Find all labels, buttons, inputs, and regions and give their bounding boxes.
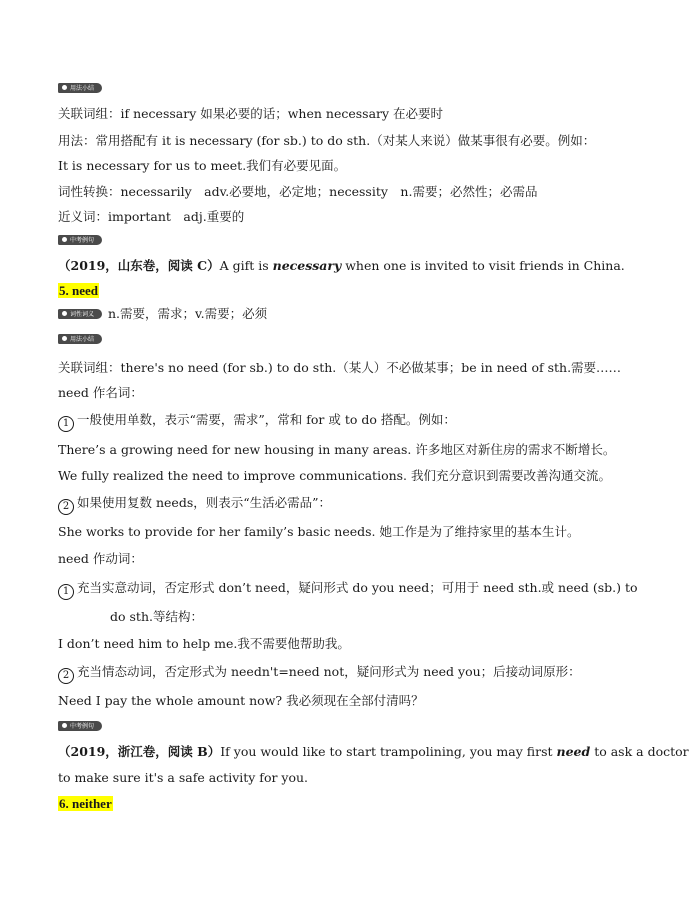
exam-source: （2019，浙江卷，阅读 B） bbox=[58, 744, 221, 759]
badge-label: 词性词义 bbox=[58, 309, 102, 319]
necessary-conversion: 词性转换：necessarily adv.必要地，必定地；necessity n.需要；必然性；必需品 bbox=[58, 184, 538, 199]
exam-text-pre: If you would like to start trampolining, you may first bbox=[220, 744, 557, 759]
item-text: 充当实意动词，否定形式 don’t need，疑问形式 do you need；可用于 need sth.或 need (sb.) to bbox=[77, 580, 638, 595]
need-exam-sentence bbox=[58, 744, 689, 760]
item-text: 一般使用单数，表示“需要，需求”，常和 for 或 to do 搭配。例如： bbox=[77, 412, 456, 427]
badge-usage-summary bbox=[58, 82, 102, 93]
need-noun-item-1 bbox=[58, 412, 456, 432]
need-noun-title: need 作名词： bbox=[58, 385, 143, 400]
need-verb-item-1-cont: do sth.等结构： bbox=[110, 609, 203, 624]
circled-number: 2 bbox=[58, 499, 74, 515]
need-verb-item-2 bbox=[58, 664, 581, 684]
badge-usage-summary-2 bbox=[58, 333, 102, 344]
circled-number: 2 bbox=[58, 668, 74, 684]
heading-neither-label: 6. neither bbox=[59, 796, 112, 811]
exam-text-post: when one is invited to visit friends in China. bbox=[341, 258, 625, 273]
necessary-usage: 用法：常用搭配有 it is necessary (for sb.) to do sth.（对某人来说）做某事很有必要。例如： bbox=[58, 133, 596, 148]
need-exam-sentence-cont: to make sure it's a safe activity for you. bbox=[58, 770, 309, 785]
need-verb-example-1: I don’t need him to help me.我不需要他帮助我。 bbox=[58, 636, 350, 651]
need-verb-example-2: Need I pay the whole amount now? 我必须现在全部付清吗？ bbox=[58, 693, 424, 708]
exam-source: （2019，山东卷，阅读 C） bbox=[58, 258, 220, 273]
heading-neither bbox=[58, 796, 113, 812]
circled-number: 1 bbox=[58, 584, 74, 600]
heading-need-label: 5. need bbox=[59, 283, 98, 298]
need-verb-item-1 bbox=[58, 580, 638, 600]
need-noun-item-2 bbox=[58, 495, 331, 515]
need-verb-title: need 作动词： bbox=[58, 551, 143, 566]
need-definition: n.需要，需求；v.需要；必须 bbox=[108, 306, 268, 321]
badge-definition bbox=[58, 308, 102, 319]
need-noun-example-1: There’s a growing need for new housing in many areas. 许多地区对新住房的需求不断增长。 bbox=[58, 442, 616, 457]
necessary-example: It is necessary for us to meet.我们有必要见面。 bbox=[58, 158, 347, 173]
item-text: 充当情态动词，否定形式为 needn't=need not，疑问形式为 need you；后接动词原形： bbox=[77, 664, 581, 679]
exam-keyword: need bbox=[556, 744, 591, 759]
exam-text-post: to ask a doctor bbox=[590, 744, 689, 759]
badge-exam-example-2 bbox=[58, 720, 102, 731]
circled-number: 1 bbox=[58, 416, 74, 432]
necessary-phrases: 关联词组：if necessary 如果必要的话；when necessary 在必要时 bbox=[58, 106, 444, 121]
necessary-exam-sentence bbox=[58, 258, 625, 274]
necessary-synonym: 近义词：important adj.重要的 bbox=[58, 209, 245, 224]
badge-exam-example bbox=[58, 234, 102, 245]
exam-keyword: necessary bbox=[272, 258, 342, 273]
exam-text-pre: A gift is bbox=[219, 258, 273, 273]
badge-label: 用法小结 bbox=[58, 83, 102, 93]
item-text: 如果使用复数 needs，则表示“生活必需品”： bbox=[77, 495, 332, 510]
need-noun-example-3: She works to provide for her family’s basic needs. 她工作是为了维持家里的基本生计。 bbox=[58, 524, 580, 539]
badge-label: 中考例句 bbox=[58, 721, 102, 731]
need-noun-example-2: We fully realized the need to improve communications. 我们充分意识到需要改善沟通交流。 bbox=[58, 468, 612, 483]
badge-label: 中考例句 bbox=[58, 235, 102, 245]
need-phrases: 关联词组：there's no need (for sb.) to do sth.（某人）不必做某事；be in need of sth.需要…… bbox=[58, 360, 622, 375]
badge-label: 用法小结 bbox=[58, 334, 102, 344]
heading-need bbox=[58, 283, 99, 299]
